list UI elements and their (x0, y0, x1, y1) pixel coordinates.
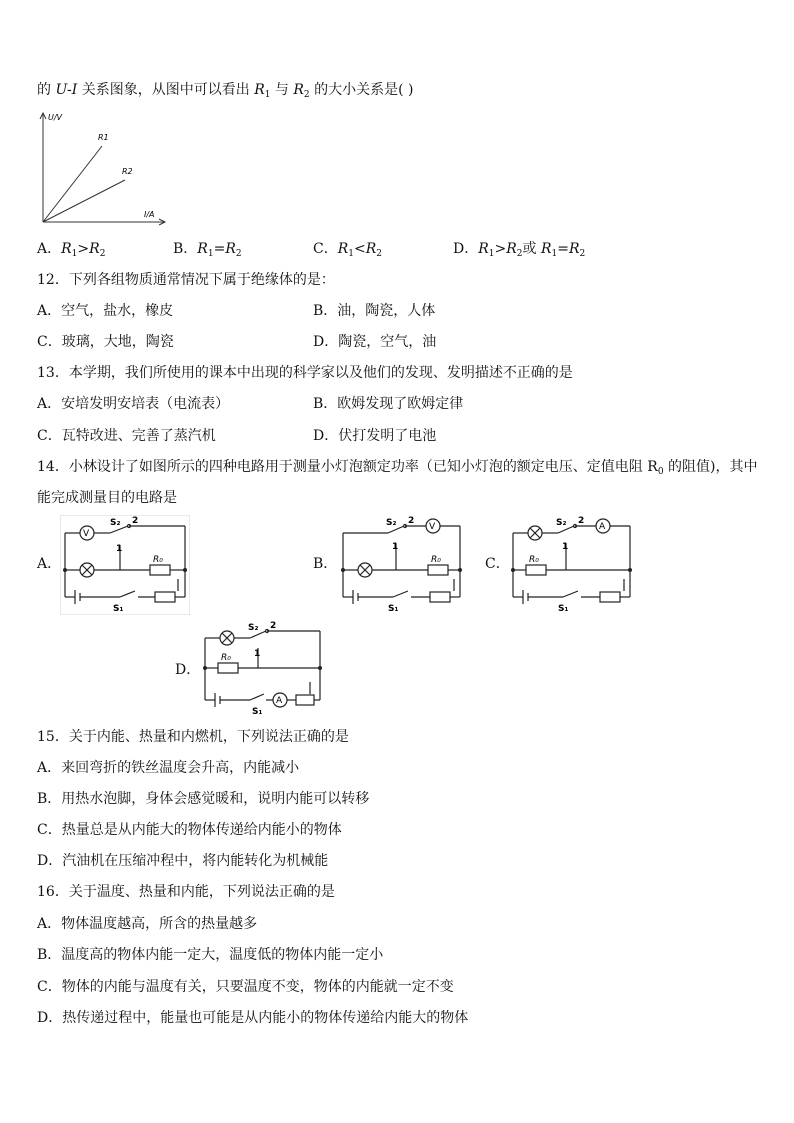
q15-option-a: A．来回弯折的铁丝温度会升高，内能减小 (37, 760, 300, 776)
x-axis-label: I/A (144, 210, 155, 219)
svg-text:S₂: S₂ (556, 518, 567, 528)
svg-text:1: 1 (254, 649, 261, 659)
switch-s1 (120, 591, 135, 597)
line-r1 (43, 146, 102, 222)
q14-stem-line1: 14．小林设计了如图所示的四种电路用于测量小灯泡额定功率（已知小灯泡的额定电压、定值电阻 $R_0$ 的阻值)，其中 (37, 459, 758, 477)
q16-stem: 16．关于温度、热量和内能，下列说法正确的是 (37, 884, 335, 900)
q12-option-d: D．陶瓷，空气，油 (313, 334, 437, 350)
rheostat-icon (600, 592, 620, 602)
svg-text:1: 1 (562, 542, 569, 552)
circuit-b (338, 515, 466, 615)
resistor-r0 (526, 565, 546, 575)
q15-option-c: C．热量总是从内能大的物体传递给内能小的物体 (37, 822, 342, 838)
svg-text:2: 2 (408, 516, 415, 526)
circuit-c (508, 515, 636, 615)
svg-text:S₂: S₂ (110, 518, 121, 528)
rheostat-icon (430, 592, 450, 602)
y-axis-label: U/V (48, 113, 63, 122)
q15-stem: 15．关于内能、热量和内燃机，下列说法正确的是 (37, 729, 349, 745)
svg-text:R₀: R₀ (153, 555, 163, 565)
line-r2 (43, 180, 125, 222)
circuit-a-label: A． (37, 556, 62, 572)
rheostat-icon (296, 695, 314, 705)
svg-text:S₂: S₂ (248, 623, 259, 633)
resistor-r0 (218, 663, 238, 673)
svg-text:2: 2 (270, 621, 277, 631)
circuit-d-label: D． (175, 662, 201, 678)
q15-option-b: B．用热水泡脚，身体会感觉暖和，说明内能可以转移 (37, 791, 370, 807)
q12-option-c: C．玻璃，大地，陶瓷 (37, 334, 174, 350)
rheostat-icon (155, 592, 175, 602)
q15-option-d: D．汽油机在压缩冲程中，将内能转化为机械能 (37, 853, 329, 869)
q13-option-c: C．瓦特改进、完善了蒸汽机 (37, 428, 216, 444)
q16-option-d: D．热传递过程中，能量也可能是从内能小的物体传递给内能大的物体 (37, 1010, 469, 1026)
svg-text:V: V (429, 522, 436, 532)
svg-text:R₀: R₀ (221, 653, 231, 663)
svg-text:R₀: R₀ (431, 555, 441, 565)
q12-option-b: B．油，陶瓷，人体 (313, 303, 436, 319)
svg-text:2: 2 (578, 516, 585, 526)
switch-s1 (250, 694, 264, 700)
resistor-r0 (150, 565, 170, 575)
q13-option-a: A．安培发明安培表（电流表） (37, 396, 230, 412)
q11-option-a: A．$R_1>R_2$ (37, 241, 106, 259)
q12-option-a: A．空气，盐水，橡皮 (37, 303, 174, 319)
circuit-c-label: C． (485, 556, 510, 572)
svg-text:2: 2 (132, 516, 139, 526)
q11-option-b: B．$R_1=R_2$ (173, 241, 242, 259)
q11-stem: 的 U-I 关系图象，从图中可以看出 $R_1$ 与 $R_2$ 的大小关系是( ) (37, 82, 414, 100)
q14-stem-line2: 能完成测量目的电路是 (37, 490, 177, 506)
q16-option-a: A．物体温度越高，所含的热量越多 (37, 916, 258, 932)
svg-text:1: 1 (116, 544, 123, 554)
switch-s1 (563, 591, 578, 597)
q13-option-d: D．伏打发明了电池 (313, 428, 437, 444)
svg-text:R₀: R₀ (529, 555, 539, 565)
ui-graph (30, 108, 170, 228)
meter-label: V (83, 529, 90, 539)
circuit-d (200, 620, 328, 718)
circuit-b-label: B． (313, 556, 338, 572)
svg-text:A: A (599, 522, 606, 532)
q16-option-b: B．温度高的物体内能一定大，温度低的物体内能一定小 (37, 947, 384, 963)
svg-text:S₁: S₁ (113, 604, 124, 614)
q13-option-b: B．欧姆发现了欧姆定律 (313, 396, 464, 412)
q16-option-c: C．物体的内能与温度有关，只要温度不变，物体的内能就一定不变 (37, 979, 454, 995)
svg-text:S₁: S₁ (252, 707, 263, 717)
q13-stem: 13．本学期，我们所使用的课本中出现的科学家以及他们的发现、发明描述不正确的是 (37, 365, 573, 381)
switch-s1 (393, 591, 408, 597)
label-r1: R1 (98, 133, 109, 142)
q12-stem: 12．下列各组物质通常情况下属于绝缘体的是： (37, 272, 335, 288)
svg-text:S₂: S₂ (386, 518, 397, 528)
label-r2: R2 (122, 167, 133, 176)
svg-text:S₁: S₁ (558, 604, 569, 614)
q11-option-d: D．$R_1>R_2$或 $R_1=R_2$ (453, 241, 586, 259)
circuit-a (60, 515, 190, 615)
svg-text:A: A (276, 696, 283, 706)
q11-option-c: C．$R_1<R_2$ (313, 241, 383, 259)
svg-text:1: 1 (392, 542, 399, 552)
svg-text:S₁: S₁ (388, 604, 399, 614)
resistor-r0 (428, 565, 448, 575)
